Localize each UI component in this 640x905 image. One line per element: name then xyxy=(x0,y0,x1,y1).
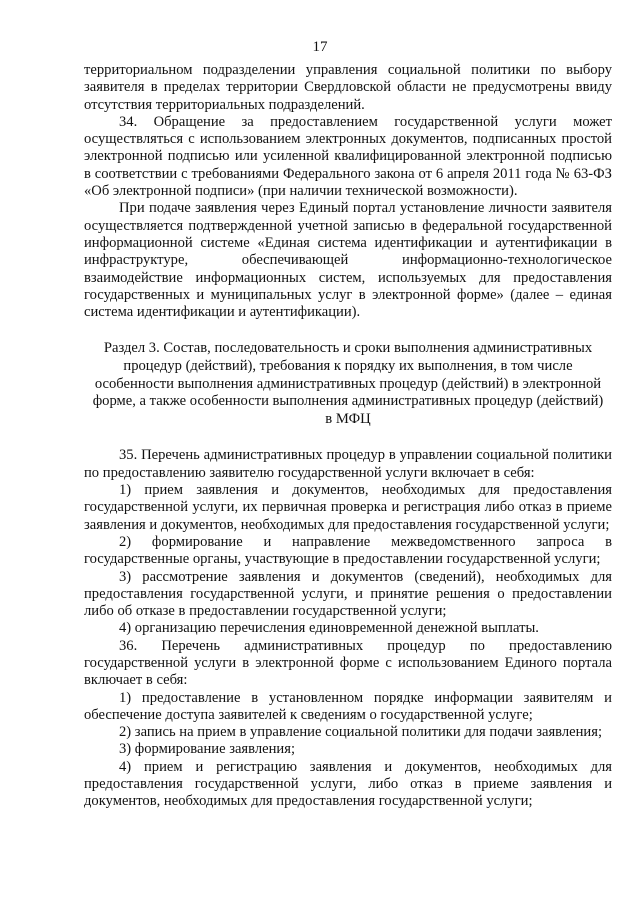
section-heading: Раздел 3. Состав, последовательность и сроки выполнения административных процедур (действий), требования к порядку их выполнения, в том числе особенности выполнения административных процедур (действий) в электронной форме, а также особенности выполнения административных процедур (действий) в МФЦ xyxy=(92,340,604,427)
paragraph-continuation: территориальном подразделении управления социальной политики по выбору заявителя в пределах территории Свердловской области не предусмотрены ввиду отсутствия территориальных подразделений. xyxy=(84,62,612,113)
list-item-36-1: 1) предоставление в установленном порядке информации заявителям и обеспечение доступа заявителей к сведениям о государственной услуге; xyxy=(84,689,612,723)
paragraph-identification: При подаче заявления через Единый портал установление личности заявителя осуществляется подтвержденной учетной записью в федеральной государственной информационной системе «Единая система идентификации и аутентификации в инфраструктуре, обеспечивающей информационно-технологическое взаимодействие информационных систем, используемых для предоставления государственных и муниципальных услуг в электронной форме» (далее – единая система идентификации и аутентификации). xyxy=(84,200,612,321)
list-item-36-3: 3) формирование заявления; xyxy=(119,741,295,758)
list-item-35-3: 3) рассмотрение заявления и документов (сведений), необходимых для предоставления государственной услуги, и принятие решения о предоставлении либо об отказе в предоставлении государственной услуги; xyxy=(84,568,612,620)
paragraph-35: 35. Перечень административных процедур в управлении социальной политики по предоставлению заявителю государственной услуги включает в себя: xyxy=(84,447,612,481)
document-body xyxy=(84,62,612,811)
paragraph-34: 34. Обращение за предоставлением государственной услуги может осуществляться с использованием электронных документов, подписанных простой электронной подписью или усиленной квалифицированной электронной подписью в соответствии с требованиями Федерального закона от 6 апреля 2011 года № 63-ФЗ «Об электронной подписи» (при наличии технической возможности). xyxy=(84,113,612,200)
page-number: 17 xyxy=(312,39,328,55)
list-item-36-4: 4) прием и регистрацию заявления и документов, необходимых для предоставления государственной услуги, либо отказ в приеме заявления и документов, необходимых для предоставления государственной услуги; xyxy=(84,758,612,810)
list-item-36-2: 2) запись на прием в управление социальной политики для подачи заявления; xyxy=(119,724,603,741)
paragraph-36: 36. Перечень административных процедур по предоставлению государственной услуги в электронной форме с использованием Единого портала включает в себя: xyxy=(84,637,612,689)
list-item-35-1: 1) прием заявления и документов, необходимых для предоставления государственной услуги, их первичная проверка и регистрация либо отказ в приеме заявления и документов, необходимых для предоставления государственной услуги; xyxy=(84,482,612,533)
list-item-35-4: 4) организацию перечисления единовременной денежной выплаты. xyxy=(119,620,539,637)
list-item-35-2: 2) формирование и направление межведомственного запроса в государственные органы, участвующие в предоставлении государственной услуги; xyxy=(84,533,612,568)
